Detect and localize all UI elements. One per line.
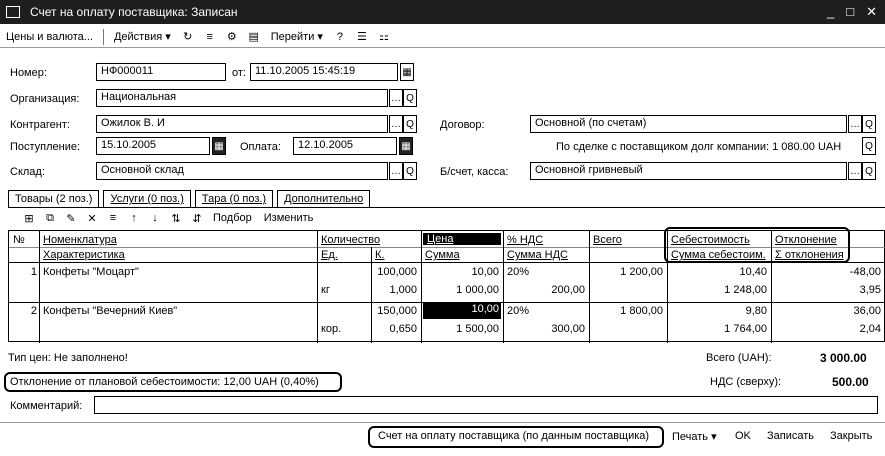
arrival-label: Поступление:: [10, 141, 81, 153]
tab-additional[interactable]: Дополнительно: [277, 190, 370, 208]
col-cost[interactable]: Себестоимость: [671, 234, 750, 246]
ok-button[interactable]: OK: [735, 430, 751, 442]
sort-asc-icon[interactable]: ⇅: [171, 212, 181, 225]
date-label: от:: [232, 67, 246, 79]
cash-field[interactable]: Основной гривневый: [530, 162, 847, 180]
post-icon[interactable]: ▤: [248, 31, 259, 43]
select-icon[interactable]: …: [848, 162, 862, 180]
col-vat-sum[interactable]: Сумма НДС: [507, 249, 568, 261]
price-type-text: Тип цен: Не заполнено!: [8, 352, 128, 364]
pick-button[interactable]: Подбор: [213, 212, 252, 224]
search-icon[interactable]: Q: [862, 115, 876, 133]
org-field[interactable]: Национальная: [96, 89, 388, 107]
refresh-icon[interactable]: ↻: [183, 31, 193, 43]
comment-label: Комментарий:: [10, 400, 83, 412]
sort-desc-icon[interactable]: ⇵: [192, 212, 202, 225]
tab-goods[interactable]: Товары (2 поз.): [8, 190, 99, 208]
payment-label: Оплата:: [240, 141, 281, 153]
payment-field[interactable]: 12.10.2005: [293, 137, 397, 155]
select-icon[interactable]: …: [389, 89, 403, 107]
contract-field[interactable]: Основной (по счетам): [530, 115, 847, 133]
col-characteristic[interactable]: Характеристика: [43, 249, 125, 261]
window-title: Счет на оплату поставщика: Записан: [30, 5, 238, 19]
col-cost-sum[interactable]: Сумма себестоим.: [671, 249, 766, 261]
edit-row-icon[interactable]: ✎: [66, 212, 76, 225]
cash-label: Б/счет, касса:: [440, 166, 509, 178]
print-menu[interactable]: Печать ▾: [672, 431, 717, 443]
col-price[interactable]: Цена: [423, 233, 501, 245]
document-movements-icon[interactable]: ≡: [206, 30, 213, 43]
window-titlebar: [0, 0, 885, 24]
number-field[interactable]: НФ000011: [96, 63, 226, 81]
vat-label: НДС (сверху):: [710, 376, 782, 388]
warehouse-field[interactable]: Основной склад: [96, 162, 388, 180]
close-button[interactable]: Закрыть: [830, 430, 873, 442]
org-label: Организация:: [10, 93, 80, 105]
contractor-label: Контрагент:: [10, 119, 70, 131]
tab-services[interactable]: Услуги (0 поз.): [103, 190, 190, 208]
move-up-icon[interactable]: ↑: [131, 212, 137, 224]
col-nomenclature[interactable]: Номенклатура: [43, 234, 117, 246]
col-num: №: [13, 234, 25, 246]
close-icon[interactable]: ✕: [866, 4, 877, 19]
calendar-icon[interactable]: ▦: [399, 137, 413, 155]
save-button[interactable]: Записать: [767, 430, 815, 442]
col-k[interactable]: К.: [375, 249, 385, 261]
search-icon[interactable]: Q: [403, 162, 417, 180]
search-icon[interactable]: Q: [403, 115, 417, 133]
main-toolbar: [0, 26, 885, 48]
goods-table: № Номенклатура Характеристика Количество Ед. К. Цена Сумма % НДС Сумма НДС Всего Себестоимость Сумма себестоим. Отклонение Σ отклонения 1 Конфеты "Моцарт" 100,000 кг 1,000 10,00 1 000,00 20% 200,00 1 200,00 10,40 1 248,00 -48,00 3,95 2 Конфеты "Вечерний Киев" 150,000 кор. 0,650 10,00 1 500,00 20% 300,00 1 800,00 9,80 1 764,00 36,00 2,04: [8, 230, 885, 342]
col-deviation-sum[interactable]: Σ отклонения: [775, 249, 844, 261]
search-icon[interactable]: Q: [862, 162, 876, 180]
contract-label: Договор:: [440, 119, 485, 131]
document-icon: [6, 6, 20, 18]
warehouse-label: Склад:: [10, 166, 45, 178]
total-value: 3 000.00: [820, 351, 867, 365]
search-icon[interactable]: Q: [862, 137, 876, 155]
comment-field[interactable]: [94, 396, 878, 414]
debt-text: По сделке с поставщиком долг компании: 1 080.00 UAH: [556, 141, 842, 153]
minimize-icon[interactable]: _: [827, 4, 835, 19]
sort-icon[interactable]: ≡: [109, 212, 117, 224]
actions-menu[interactable]: Действия ▾: [113, 31, 171, 43]
number-label: Номер:: [10, 67, 47, 79]
deviation-text: Отклонение от плановой себестоимости: 12,00 UAH (0,40%): [10, 376, 319, 388]
selected-cell[interactable]: 10,00: [423, 303, 501, 319]
vat-value: 500.00: [832, 375, 869, 389]
total-label: Всего (UAH):: [706, 352, 772, 364]
search-icon[interactable]: Q: [403, 89, 417, 107]
col-quantity[interactable]: Количество: [321, 234, 381, 246]
select-icon[interactable]: …: [848, 115, 862, 133]
col-vat-pct[interactable]: % НДС: [507, 234, 544, 246]
move-down-icon[interactable]: ↓: [152, 212, 158, 224]
col-total[interactable]: Всего: [593, 234, 622, 246]
contractor-field[interactable]: Ожилок В. И: [96, 115, 388, 133]
select-icon[interactable]: …: [389, 162, 403, 180]
tab-strip: [8, 190, 374, 208]
select-icon[interactable]: …: [389, 115, 403, 133]
settings-icon[interactable]: ⚏: [378, 31, 389, 43]
change-button[interactable]: Изменить: [263, 212, 314, 224]
add-row-icon[interactable]: ⊞: [24, 212, 34, 225]
delete-row-icon[interactable]: ✕: [87, 212, 97, 225]
invoice-print-button[interactable]: Счет на оплату поставщика (по данным поставщика): [378, 430, 650, 442]
list-icon[interactable]: ☰: [356, 31, 367, 43]
col-unit[interactable]: Ед.: [321, 249, 338, 261]
arrival-field[interactable]: 15.10.2005: [96, 137, 210, 155]
maximize-icon[interactable]: □: [846, 4, 855, 19]
structure-icon[interactable]: ⚙: [226, 31, 237, 43]
help-icon[interactable]: ?: [336, 30, 343, 43]
col-sum[interactable]: Сумма: [425, 249, 460, 261]
copy-row-icon[interactable]: ⧉: [46, 211, 54, 224]
cost-columns-highlight: [664, 227, 850, 263]
prices-currency-button[interactable]: Цены и валюта...: [6, 30, 93, 43]
calendar-icon[interactable]: ▦: [212, 137, 226, 155]
tab-packaging[interactable]: Тара (0 поз.): [195, 190, 273, 208]
date-field[interactable]: 11.10.2005 15:45:19: [250, 63, 398, 81]
goods-toolbar: [22, 209, 313, 227]
col-deviation[interactable]: Отклонение: [775, 234, 837, 246]
calendar-icon[interactable]: ▦: [400, 63, 414, 81]
goto-menu[interactable]: Перейти ▾: [270, 31, 323, 43]
